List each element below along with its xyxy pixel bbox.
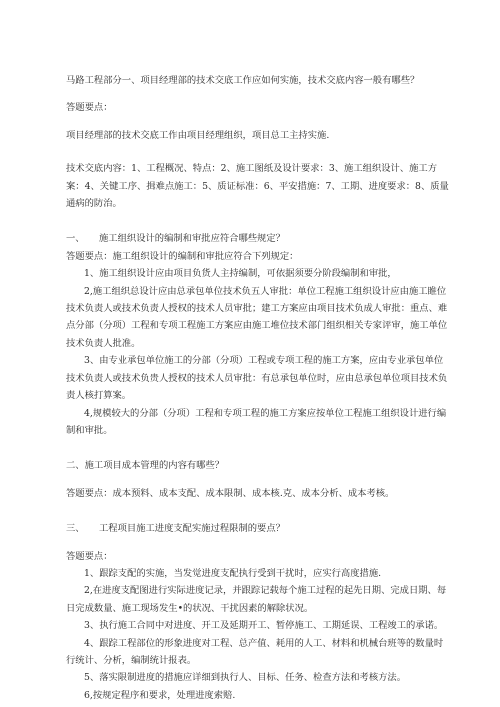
list-item: 5、落实限制进度的措施应详细到执行人、目标、任务、检查方法和考核方法。 [84,672,407,684]
list-item: 6,按规定程序和要求，处理进度索赔. [84,689,236,701]
list-item: 2,施工组织总设计应由总承包单位技术负五人审批：单位工程施工组织设计应由施工睢位技术负责人或技术负责人授权的技术人员审批；建工方案应由项目技术负成人审批：重点、难点分部（分项）工程和专项工程施工方案应由施工堆位技术部门组织相关专家评审，施工单位技术负责人批准。 [66,285,448,349]
section-one-heading [66,230,450,247]
section-three-key: 答题要点： [66,550,113,562]
list-item: 1、跟踪支配的实施，当发觉进度支配执行受到干扰时，应实行高度措施. [84,567,382,579]
section-three-list [66,565,450,704]
section-two-title: 二、施工项目成本管理的内容有哪些？ [66,460,225,472]
answer-key-label: 答题要点： [66,102,113,114]
list-item: 4、跟踪工程部位的形象进度对工程、总产值、耗用的人工、材料和机械台班等的数量时行统计、分析，编制统计报表。 [66,637,444,666]
disclosure-content: 技术交底内容：1、工程概况、特点：2、施工图纸及设计要求：3、施工组织设计、施工方案：4、关键工序、揖难点施工：5、质证标准：6、平安措施：7、工期、进度要求：8、质量通病的防治。 [66,163,449,210]
section-two-key: 答题要点：成本预料、成本支配、成本限制、成本核.克、成本分析、成本考核。 [66,487,395,499]
section-one-number: 一、 [66,233,85,245]
section-one-list [66,265,450,439]
section-three-title: 工程项目施工进度支配实施过程限制的要点？ [99,523,285,535]
list-item: 2,在进度支配图进行实际进度记录，并跟踪记载每个施工过程的起先日期、完成日期、每日完成数量、施工现场发生•的状况、干扰因素的解除状况。 [66,585,447,614]
list-item: 1、施工组织设计应由项目负货人主持编制，可依据须要分阶段编制和审批， [84,268,397,280]
section-three-heading [66,520,450,537]
list-item: 4,规模较大的分部（分项）工程和专项工程的施工方案应按单位工程施工组织设计进行编制和审批。 [66,407,447,436]
question-one: 马路工程部分一、项目经理部的技术交底工作应如何实施，技术交底内容一般有哪些？ [66,75,420,86]
section-three-number: 三、 [66,523,85,535]
section-one-key: 答题要点：施工组织设计的编制和审批应符合下列规定： [66,250,299,262]
list-item: 3、由专业承包单位施工的分部（分项）工程或专项工程的施工方案，应由专业承包单位技术负责人或技术负贵人授权的技术人员审批：有总承包单位时，应由总承包单位项目技术负责人核打算案。 [66,355,448,402]
list-item: 3、执行施工合同中对进度、开工及延期开工、暂停施工、工期延误、工程竣工的承诺。 [84,620,444,632]
section-one-title: 施工组织设计的编制和审批应符合哪些规定？ [99,233,285,245]
answer-text: 项目经理部的技术交底工作由项目经理组织，项目总工主持实施. [66,129,330,141]
